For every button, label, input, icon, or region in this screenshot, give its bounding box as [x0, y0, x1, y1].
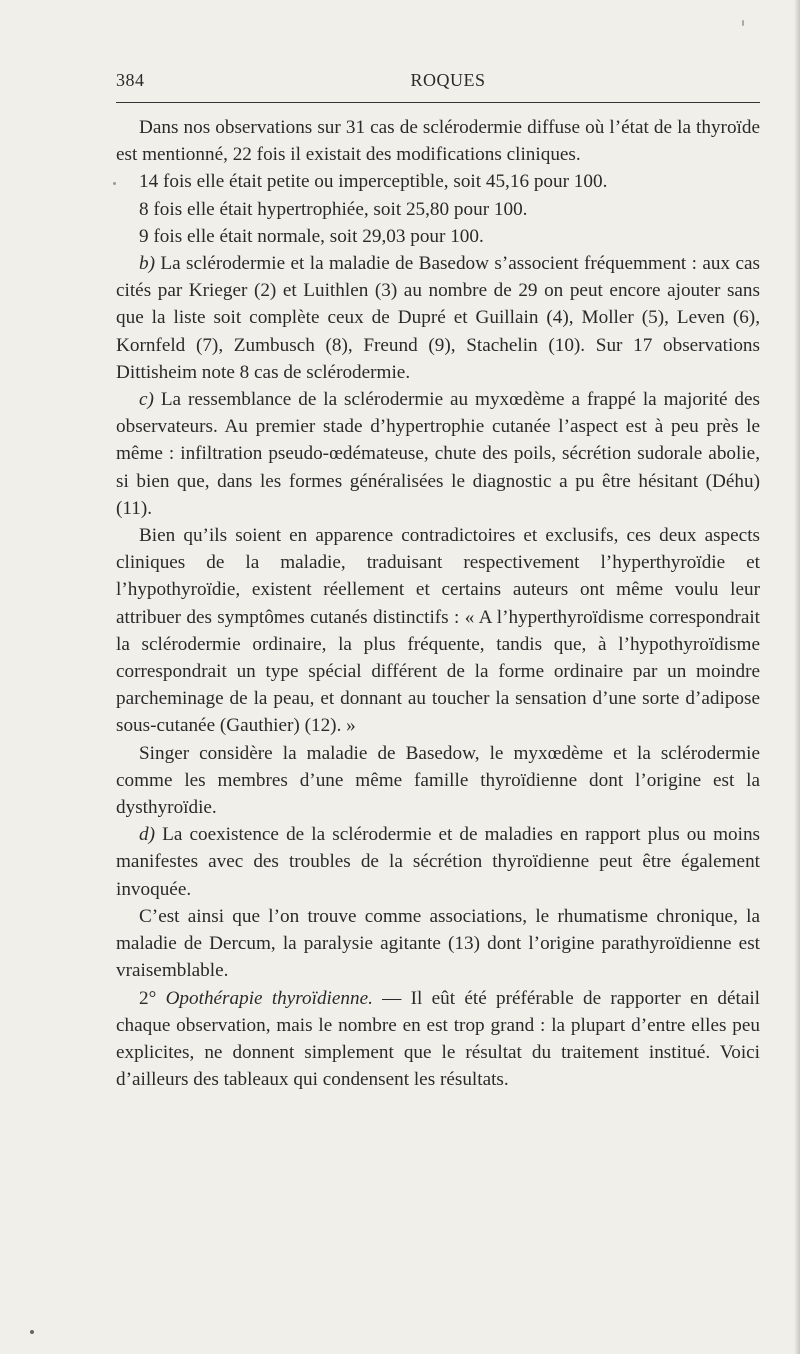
section-dash: —: [382, 987, 402, 1009]
paragraph-d-text: La coexistence de la sclérodermie et de maladies en rapport plus ou moins manifestes avec des troubles de la sécrétion thyroïdienne peut être également invoquée.: [116, 824, 761, 900]
paragraph-b: [116, 250, 760, 386]
header-rule: [116, 102, 760, 103]
paragraph-associations: C’est ainsi que l’on trouve comme associations, le rhumatisme chronique, la maladie de Dercum, la paralysie agitante (13) dont l’origine parathyroïdienne est vraisemblable.: [116, 905, 760, 982]
paragraph-thyroid-state: Dans nos observations sur 31 cas de sclérodermie diffuse où l’état de la thyroïde est mentionné, 22 fois il existait des modifications cliniques.: [116, 117, 760, 166]
paragraph-c: [116, 386, 760, 522]
running-title: ROQUES: [410, 70, 486, 90]
page-body: [116, 114, 760, 1093]
running-header: [116, 70, 760, 96]
page-number: 384: [116, 70, 145, 90]
ink-speck: [30, 1330, 34, 1334]
paragraph-opotherapie-text: Il eût été préférable de rapporter en détail chaque observation, mais le nombre en est trop grand : la plupart d’entre elles peu explicites, ne donnent simplement que le résultat du traitement institué. Voici d’ailleurs des tableaux qui condensent les résultats.: [116, 987, 760, 1091]
marker-b: b): [139, 253, 155, 275]
section-title: Opothérapie thyroïdienne.: [165, 987, 373, 1009]
ink-speck: [113, 182, 116, 185]
marker-d: d): [139, 824, 155, 846]
ink-speck: [742, 20, 744, 26]
paragraph-c-text: La ressemblance de la sclérodermie au myxœdème a frappé la majorité des observateurs. Au premier stade d’hypertrophie cutanée l’aspect est à peu près le même : infiltration pseudo-œdémateuse, chute des poils, sécrétion sudorale abolie, si bien que, dans les formes généralisées le diagnostic a pu être hésitant (Déhu) (11).: [116, 389, 760, 519]
section-number: 2°: [139, 987, 157, 1009]
marker-c: c): [139, 389, 154, 411]
paragraph-b-text: La sclérodermie et la maladie de Basedow s’associent fréquemment : aux cas cités par Krieger (2) et Luithlen (3) au nombre de 29 on peut encore ajouter sans que la liste soit complète ceux de Dupré et Guillain (4), Moller (5), Leven (6), Kornfeld (7), Zumbusch (8), Freund (9), Stachelin (10). Sur 17 observations Dittisheim note 8 cas de sclérodermie.: [116, 253, 760, 383]
paragraph-small: 14 fois elle était petite ou imperceptible, soit 45,16 pour 100.: [139, 171, 608, 193]
paragraph-d: [116, 821, 760, 903]
paragraph-hypertrophied: 8 fois elle était hypertrophiée, soit 25,80 pour 100.: [139, 198, 528, 220]
paragraph-singer: Singer considère la maladie de Basedow, le myxœdème et la sclérodermie comme les membres d’une même famille thyroïdienne dont l’origine est la dysthyroïdie.: [116, 742, 760, 819]
paragraph-opotherapie: [116, 985, 760, 1094]
page-edge-shadow: [794, 0, 800, 1354]
paragraph-bien-qu: Bien qu’ils soient en apparence contradictoires et exclusifs, ces deux aspects cliniques de la maladie, traduisant respectivement l’hyperthyroïdie et l’hypothyroïdie, existent réellement et certains auteurs ont même voulu leur attribuer des symptômes cutanés distinctifs : « A l’hyperthyroïdisme correspondrait la sclérodermie ordinaire, la plus fréquente, tandis que, à l’hypothyroïdisme correspondrait un type spécial différent de la forme ordinaire par un moindre parcheminage de la peau, et donnant au toucher la sensation d’une sorte d’adipose sous-cutanée (Gauthier) (12). »: [116, 525, 760, 737]
paragraph-normal: 9 fois elle était normale, soit 29,03 pour 100.: [139, 225, 484, 247]
